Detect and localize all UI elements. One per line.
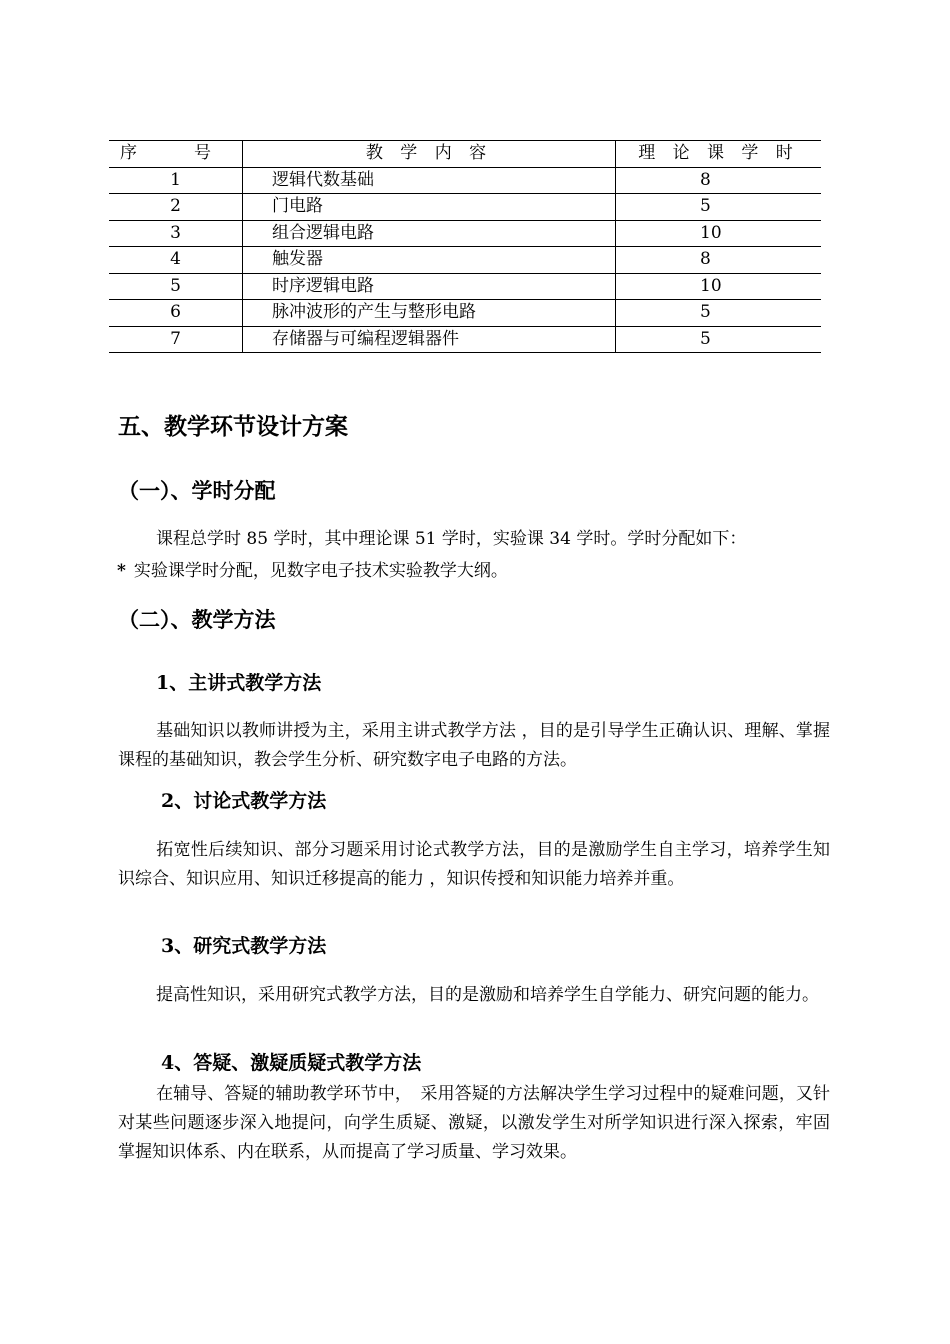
method-paragraph-discussion <box>118 836 830 894</box>
method-paragraph-research <box>118 981 830 1010</box>
table-row <box>109 194 821 221</box>
row-hours: 10 <box>616 220 822 247</box>
table-row <box>109 326 821 353</box>
row-hours: 5 <box>616 300 822 327</box>
method-paragraph-lecture <box>118 717 830 775</box>
table-row <box>109 273 821 300</box>
method-paragraph-lecture-text: 基础知识以教师讲授为主，采用主讲式教学方法 ，目的是引导学生正确认识、理解、掌握课程的基础知识，教会学生分析、研究数字电子电路的方法。 <box>118 721 830 770</box>
row-number: 2 <box>109 194 243 221</box>
row-content: 逻辑代数基础 <box>243 167 616 194</box>
table-header-row <box>109 141 821 168</box>
row-number: 4 <box>109 247 243 274</box>
hours-paragraph-text: 课程总学时 85 学时，其中理论课 51 学时，实验课 34 学时。学时分配如下： <box>156 529 747 549</box>
lab-note <box>117 557 508 586</box>
table-row <box>109 300 821 327</box>
method-title-research: 3、研究式教学方法 <box>161 935 327 957</box>
row-content: 脉冲波形的产生与整形电路 <box>243 300 616 327</box>
row-hours: 5 <box>616 326 822 353</box>
subsection-title-hours: （一）、学时分配 <box>118 478 276 503</box>
method-paragraph-qa <box>118 1080 830 1167</box>
table-row <box>109 247 821 274</box>
method-title-lecture: 1、主讲式教学方法 <box>156 672 322 694</box>
method-title-qa: 4、答疑、激疑质疑式教学方法 <box>161 1052 422 1074</box>
lab-note-text: 实验课学时分配，见数字电子技术实验教学大纲。 <box>133 561 508 581</box>
row-number: 6 <box>109 300 243 327</box>
row-number: 7 <box>109 326 243 353</box>
row-hours: 8 <box>616 247 822 274</box>
table-row <box>109 167 821 194</box>
method-paragraph-discussion-text: 拓宽性后续知识、部分习题采用讨论式教学方法，目的是激励学生自主学习，培养学生知识综合、知识应用、知识迁移提高的能力 ，知识传授和知识能力培养并重。 <box>118 840 830 889</box>
row-number: 3 <box>109 220 243 247</box>
method-title-discussion: 2、讨论式教学方法 <box>161 790 327 812</box>
table-row <box>109 220 821 247</box>
class-hours-table <box>109 140 821 353</box>
row-content: 存储器与可编程逻辑器件 <box>243 326 616 353</box>
row-content: 门电路 <box>243 194 616 221</box>
row-hours: 5 <box>616 194 822 221</box>
method-paragraph-research-text: 提高性知识，采用研究式教学方法，目的是激励和培养学生自学能力、研究问题的能力。 <box>156 985 819 1005</box>
header-hours: 理 论 课 学 时 <box>616 141 822 168</box>
header-content: 教 学 内 容 <box>243 141 616 168</box>
row-number: 1 <box>109 167 243 194</box>
method-paragraph-qa-text: 在辅导、答疑的辅助教学环节中， 采用答疑的方法解决学生学习过程中的疑难问题，又针对某些问题逐步深入地提问，向学生质疑、激疑，以激发学生对所学知识进行深入探索，牢固掌握知识体系、内在联系，从而提高了学习质量、学习效果。 <box>118 1084 830 1162</box>
row-hours: 10 <box>616 273 822 300</box>
row-number: 5 <box>109 273 243 300</box>
asterisk-marker: * <box>117 561 126 581</box>
header-number: 序 号 <box>109 141 243 168</box>
section-title: 五、教学环节设计方案 <box>118 413 348 440</box>
row-content: 触发器 <box>243 247 616 274</box>
subsection-title-methods: （二）、教学方法 <box>118 607 276 632</box>
row-content: 组合逻辑电路 <box>243 220 616 247</box>
row-hours: 8 <box>616 167 822 194</box>
row-content: 时序逻辑电路 <box>243 273 616 300</box>
hours-paragraph <box>118 525 830 554</box>
